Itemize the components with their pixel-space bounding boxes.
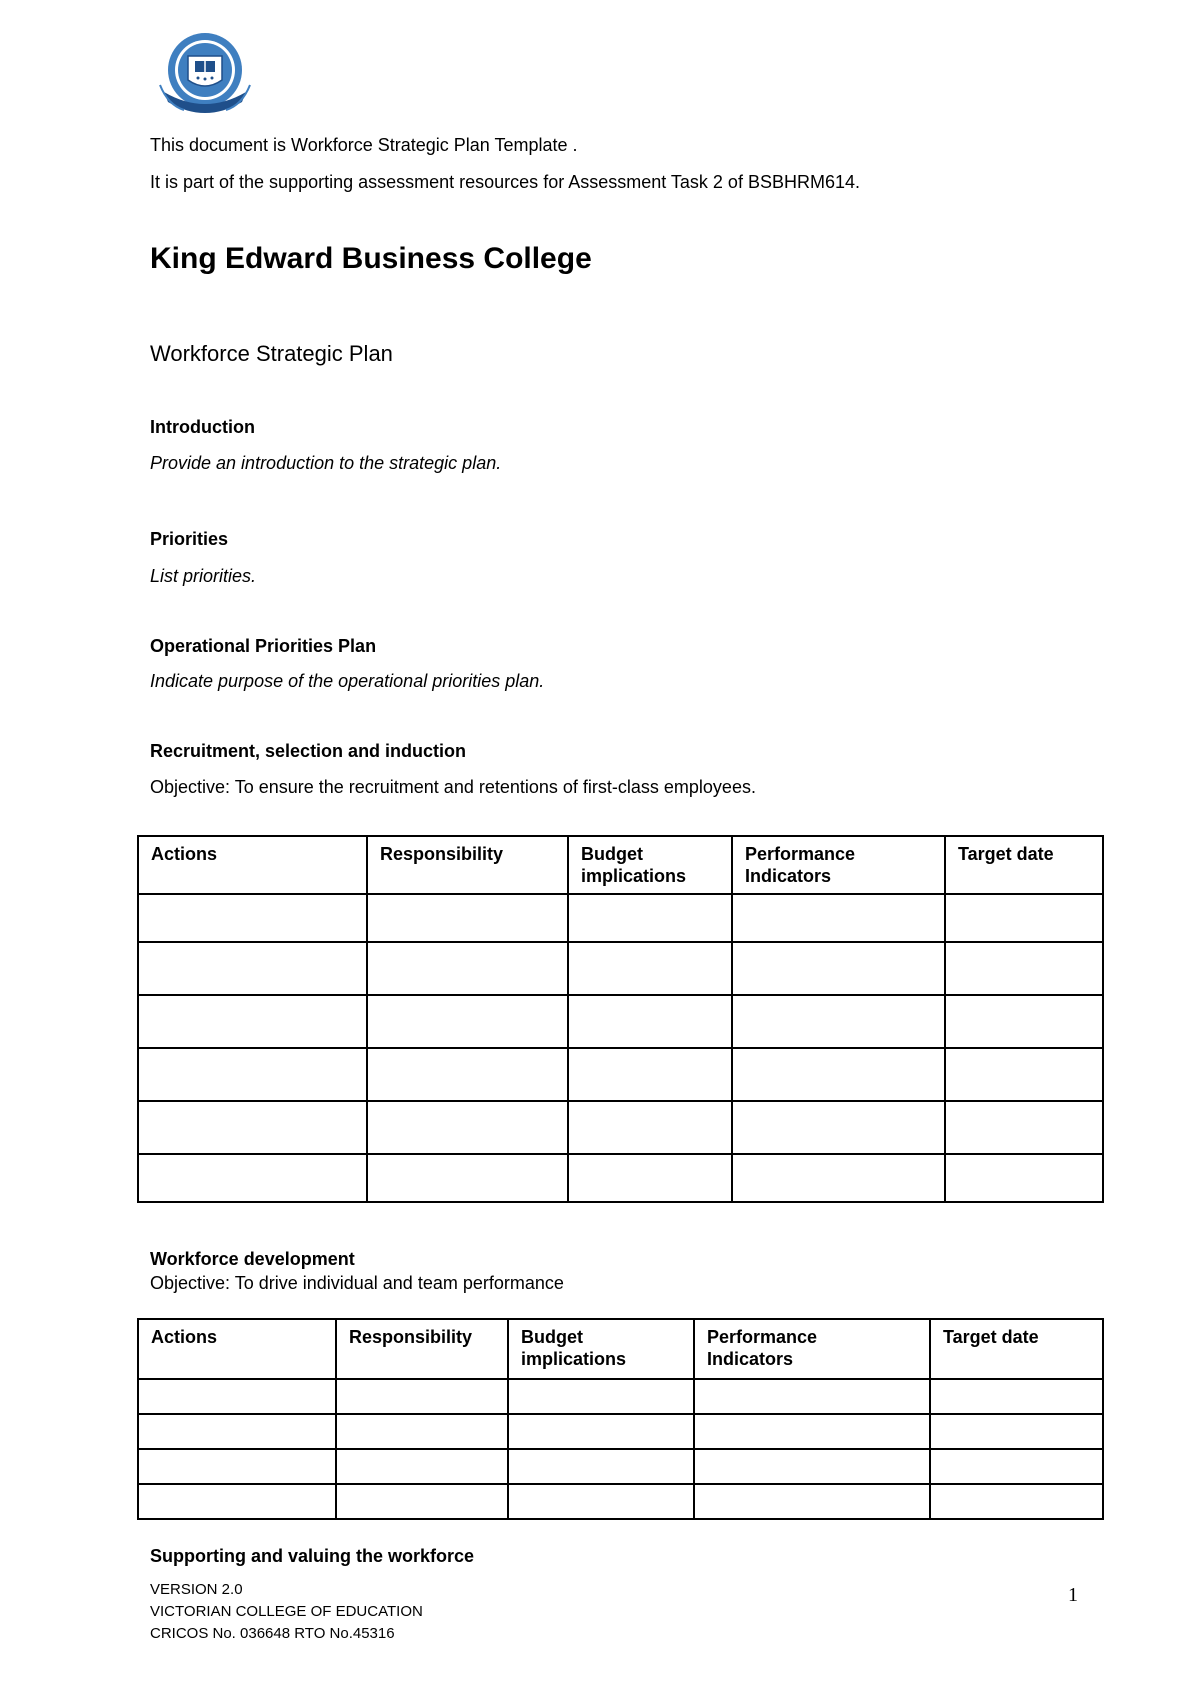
table-row xyxy=(138,1484,1103,1519)
plan-title: Workforce Strategic Plan xyxy=(150,341,393,366)
table-header-row xyxy=(138,836,1103,894)
cell xyxy=(367,1101,568,1154)
table-row xyxy=(138,1414,1103,1449)
cell xyxy=(508,1379,694,1414)
development-heading: Workforce development xyxy=(150,1249,355,1269)
cell xyxy=(694,1414,930,1449)
table-row xyxy=(138,1154,1103,1202)
table-header-row xyxy=(138,1319,1103,1379)
cell xyxy=(336,1414,508,1449)
cell xyxy=(945,1154,1103,1202)
cell xyxy=(138,1101,367,1154)
footer-college: VICTORIAN COLLEGE OF EDUCATION xyxy=(150,1603,423,1620)
col-responsibility: Responsibility xyxy=(336,1319,508,1379)
cell xyxy=(138,894,367,942)
footer-cricos: CRICOS No. 036648 RTO No.45316 xyxy=(150,1625,395,1642)
cell xyxy=(732,1154,945,1202)
supporting-heading: Supporting and valuing the workforce xyxy=(150,1546,475,1566)
cell xyxy=(138,1414,336,1449)
cell xyxy=(568,1154,732,1202)
cell xyxy=(138,995,367,1048)
cell xyxy=(508,1414,694,1449)
table-row xyxy=(138,1048,1103,1101)
cell xyxy=(508,1449,694,1484)
col-performance: Performance Indicators xyxy=(732,836,945,894)
cell xyxy=(930,1484,1103,1519)
cell xyxy=(367,1154,568,1202)
table-row xyxy=(138,1449,1103,1484)
cell xyxy=(336,1449,508,1484)
col-actions: Actions xyxy=(138,1319,336,1379)
table-row xyxy=(138,1101,1103,1154)
cell xyxy=(367,942,568,995)
cell xyxy=(568,942,732,995)
org-title: King Edward Business College xyxy=(150,242,592,275)
intro-line-2: It is part of the supporting assessment resources for Assessment Task 2 of BSBHRM614. xyxy=(150,172,860,192)
introduction-body: Provide an introduction to the strategic plan. xyxy=(150,453,502,473)
college-seal-icon xyxy=(150,30,260,120)
development-table xyxy=(137,1318,1104,1520)
col-target-date: Target date xyxy=(945,836,1103,894)
operational-body: Indicate purpose of the operational priorities plan. xyxy=(150,671,545,691)
cell xyxy=(945,942,1103,995)
cell xyxy=(945,894,1103,942)
cell xyxy=(568,1048,732,1101)
cell xyxy=(930,1449,1103,1484)
cell xyxy=(568,894,732,942)
col-actions: Actions xyxy=(138,836,367,894)
cell xyxy=(508,1484,694,1519)
cell xyxy=(694,1449,930,1484)
cell xyxy=(732,1101,945,1154)
cell xyxy=(367,894,568,942)
cell xyxy=(694,1379,930,1414)
cell xyxy=(732,995,945,1048)
cell xyxy=(367,1048,568,1101)
recruitment-objective: Objective: To ensure the recruitment and retentions of first-class employees. xyxy=(150,777,756,797)
cell xyxy=(138,942,367,995)
operational-heading: Operational Priorities Plan xyxy=(150,636,377,656)
cell xyxy=(732,1048,945,1101)
cell xyxy=(138,1484,336,1519)
cell xyxy=(930,1379,1103,1414)
col-budget: Budget implications xyxy=(568,836,732,894)
cell xyxy=(138,1379,336,1414)
cell xyxy=(930,1414,1103,1449)
table-row xyxy=(138,1379,1103,1414)
col-target-date: Target date xyxy=(930,1319,1103,1379)
priorities-body: List priorities. xyxy=(150,566,257,586)
cell xyxy=(367,995,568,1048)
cell xyxy=(732,942,945,995)
cell xyxy=(138,1449,336,1484)
cell xyxy=(336,1484,508,1519)
recruitment-heading: Recruitment, selection and induction xyxy=(150,741,467,761)
table-row xyxy=(138,894,1103,942)
table-row xyxy=(138,942,1103,995)
col-budget: Budget implications xyxy=(508,1319,694,1379)
cell xyxy=(568,1101,732,1154)
cell xyxy=(732,894,945,942)
cell xyxy=(568,995,732,1048)
cell xyxy=(138,1154,367,1202)
table-row xyxy=(138,995,1103,1048)
cell xyxy=(694,1484,930,1519)
footer-version: VERSION 2.0 xyxy=(150,1581,243,1598)
page-number: 1 xyxy=(1068,1584,1078,1606)
recruitment-table xyxy=(137,835,1104,1203)
cell xyxy=(336,1379,508,1414)
cell xyxy=(945,995,1103,1048)
cell xyxy=(945,1048,1103,1101)
priorities-heading: Priorities xyxy=(150,529,229,549)
col-responsibility: Responsibility xyxy=(367,836,568,894)
introduction-heading: Introduction xyxy=(150,417,255,437)
col-performance: Performance Indicators xyxy=(694,1319,930,1379)
cell xyxy=(138,1048,367,1101)
intro-line-1: This document is Workforce Strategic Plan Template . xyxy=(150,135,578,155)
development-objective: Objective: To drive individual and team performance xyxy=(150,1273,564,1293)
cell xyxy=(945,1101,1103,1154)
